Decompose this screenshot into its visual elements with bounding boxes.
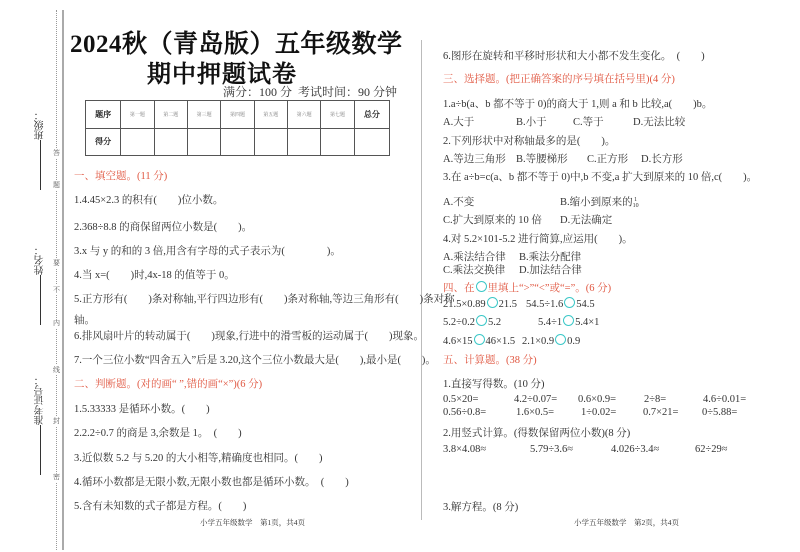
exam-time: 考试时间：90 分钟 (298, 85, 398, 99)
fraction-numerator: 1 (634, 196, 638, 203)
full-score: 满分：100 分 (223, 85, 293, 99)
question: 6.排风扇叶片的转动属于( )现象,行进中的滑雪板的运动属于( )现象。 (74, 331, 424, 342)
score-cell[interactable] (221, 128, 254, 156)
page-divider (421, 40, 422, 520)
option: D.无法比较 (633, 117, 686, 128)
question: 1.5.33333 是循环小数。( ) (74, 404, 210, 415)
expr-right: 46×1.5 (485, 336, 516, 347)
section-4-heading (443, 280, 611, 295)
question: 2.用竖式计算。(得数保留两位小数)(8 分) (443, 428, 631, 439)
compare-item (443, 297, 517, 310)
expr-left: 4.6×15 (443, 336, 473, 347)
compare-circle[interactable] (563, 315, 574, 326)
score-table-cell: 第二题 (154, 101, 187, 129)
seal-char: 不 (53, 286, 60, 294)
question: 3.在 a÷b=c(a、b 都不等于 0)中,b 不变,a 扩大到原来的 10 倍,c( )。 (443, 172, 758, 183)
score-row-label: 得分 (86, 128, 121, 156)
compare-circle[interactable] (487, 297, 498, 308)
calc-item: 0.7×21= (643, 407, 679, 418)
score-table-cell: 第五题 (254, 101, 287, 129)
question: 3.x 与 y 的和的 3 倍,用含有字母的式子表示为( )。 (74, 246, 341, 257)
seal-solid-line (62, 10, 64, 550)
expr-left: 5.4÷1 (538, 317, 563, 328)
option: D.无法确定 (560, 215, 613, 226)
class-blank[interactable] (41, 140, 42, 190)
compare-item (526, 297, 595, 310)
option: A.不变 (443, 197, 475, 208)
calc-item: 4.026÷3.4≈ (611, 444, 660, 455)
question: 1.直接写得数。(10 分) (443, 379, 545, 390)
title-line-1: 2024秋（青岛版）五年级数学 (70, 31, 403, 58)
heading-text: 里填上“>”“<”或“=”。(6 分) (487, 283, 612, 294)
compare-circle[interactable] (564, 297, 575, 308)
compare-item (443, 315, 501, 328)
option-text: B.缩小到原来的 (560, 197, 633, 208)
seal-char: 内 (53, 319, 60, 327)
option: C.正方形 (587, 154, 629, 165)
class-label: 班级： (35, 110, 46, 140)
score-cell[interactable] (287, 128, 320, 156)
name-field[interactable] (33, 245, 48, 329)
score-table-cell: 第四题 (221, 101, 254, 129)
question: 5.含有未知数的式子都是方程。( ) (74, 501, 247, 512)
seal-char: 封 (53, 417, 60, 425)
score-cell[interactable] (121, 128, 154, 156)
question: 2.下列形状中对称轴最多的是( )。 (443, 136, 616, 147)
fraction-denominator: 10 (632, 202, 639, 209)
compare-item (443, 334, 515, 347)
option: B.小于 (516, 117, 547, 128)
heading-text: 四、在 (443, 283, 475, 294)
calc-item: 62÷29≈ (695, 444, 728, 455)
option: D.加法结合律 (519, 265, 582, 276)
class-field[interactable] (33, 110, 48, 194)
question: 1.a÷b(a、b 都不等于 0)的商大于 1,则 a 和 b 比较,a( )b。 (443, 99, 713, 110)
section-5-heading: 五、计算题。(38 分) (443, 355, 537, 366)
seal-char: 答 (53, 149, 60, 157)
title-line-2: 期中押题试卷 (147, 62, 297, 88)
page-footer: 小学五年级数学 第2页，共4页 (574, 518, 679, 527)
calc-item: 4.6÷0.01= (703, 394, 747, 405)
option: C.乘法交换律 (443, 265, 506, 276)
exam-id-label: 准考证号： (35, 375, 46, 425)
expr-right: 54.5 (576, 299, 595, 310)
question: 4.对 5.2×101-5.2 进行简算,应运用( )。 (443, 234, 633, 245)
question: 2.368÷8.8 的商保留两位小数是( )。 (74, 222, 253, 233)
compare-circle[interactable] (476, 315, 487, 326)
score-cell[interactable] (187, 128, 220, 156)
question-continued: 轴。 (74, 315, 95, 326)
calc-item: 1÷0.02= (581, 407, 617, 418)
score-table-cell: 题序 (86, 101, 121, 129)
score-table-cell: 第七题 (321, 101, 354, 129)
compare-item (522, 334, 580, 347)
score-cell[interactable] (321, 128, 354, 156)
name-blank[interactable] (41, 275, 42, 325)
question: 2.2.2÷0.7 的商是 3,余数是 1。 ( ) (74, 428, 242, 439)
score-cell[interactable] (254, 128, 287, 156)
option: A.乘法结合律 (443, 252, 506, 263)
exam-id-field[interactable] (33, 375, 48, 479)
option: A.等边三角形 (443, 154, 506, 165)
section-1-heading: 一、填空题。(11 分) (74, 171, 168, 182)
calc-item: 0÷5.88= (702, 407, 738, 418)
seal-char: 要 (53, 259, 60, 267)
compare-circle[interactable] (555, 334, 566, 345)
compare-item (538, 315, 599, 328)
seal-char: 题 (53, 181, 60, 189)
calc-item: 3.8×4.08≈ (443, 444, 487, 455)
seal-char: 密 (53, 473, 60, 481)
expr-left: 5.2÷0.2 (443, 317, 476, 328)
option: A.大于 (443, 117, 475, 128)
score-table-cell: 第一题 (121, 101, 154, 129)
expr-right: 5.2 (488, 317, 502, 328)
score-table-score-row (86, 128, 390, 156)
option: D.长方形 (641, 154, 683, 165)
question: 4.循环小数都是无限小数,无限小数也都是循环小数。 ( ) (74, 477, 349, 488)
question: 5.正方形有( )条对称轴,平行四边形有( )条对称轴,等边三角形有( )条对称 (74, 294, 455, 305)
calc-item: 0.5×20= (443, 394, 479, 405)
expr-right: 0.9 (567, 336, 581, 347)
question: 4.当 x=( )时,4x-18 的值等于 0。 (74, 270, 235, 281)
question: 7.一个三位小数“四舍五入”后是 3.20,这个三位小数最大是( ),最小是( )。 (74, 355, 436, 366)
expr-left: 21.5×0.89 (443, 299, 486, 310)
fraction (633, 197, 639, 209)
expr-right: 21.5 (498, 299, 518, 310)
compare-circle[interactable] (474, 334, 485, 345)
seal-char: 线 (53, 366, 60, 374)
option: B.等腰梯形 (516, 154, 568, 165)
calc-item: 1.6×0.5= (516, 407, 555, 418)
score-table-cell: 第六题 (287, 101, 320, 129)
expr-left: 54.5÷1.6 (526, 299, 564, 310)
option: C.等于 (573, 117, 604, 128)
page-footer: 小学五年级数学 第1页，共4页 (200, 518, 305, 527)
exam-id-blank[interactable] (41, 425, 42, 475)
score-table-header-row (86, 101, 390, 129)
circle-icon (476, 281, 487, 292)
question: 3.近似数 5.2 与 5.20 的大小相等,精确度也相同。( ) (74, 453, 323, 464)
calc-item: 2÷8= (644, 394, 667, 405)
name-label: 姓名： (35, 245, 46, 275)
seal-dotted-line (56, 10, 57, 550)
question: 1.4.45×2.3 的积有( )位小数。 (74, 195, 224, 206)
score-table (85, 100, 390, 156)
option: B.乘法分配律 (519, 252, 582, 263)
score-table-cell: 第三题 (187, 101, 220, 129)
expr-right: 5.4×1 (575, 317, 600, 328)
calc-item: 4.2÷0.07= (514, 394, 558, 405)
question: 3.解方程。(8 分) (443, 502, 519, 513)
expr-left: 2.1×0.9 (522, 336, 555, 347)
score-cell[interactable] (354, 128, 389, 156)
calc-item: 0.56÷0.8= (443, 407, 487, 418)
question: 6.图形在旋转和平移时形状和大小都不发生变化。 ( ) (443, 51, 705, 62)
option: C.扩大到原来的 10 倍 (443, 215, 542, 226)
score-cell[interactable] (154, 128, 187, 156)
section-2-heading: 二、判断题。(对的画“ ”,错的画“×”)(6 分) (74, 379, 263, 390)
calc-item: 0.6×0.9= (578, 394, 617, 405)
section-3-heading: 三、选择题。(把正确答案的序号填在括号里)(4 分) (443, 74, 675, 85)
calc-item: 5.79÷3.6≈ (530, 444, 574, 455)
option (560, 194, 639, 209)
score-table-cell: 总分 (354, 101, 389, 129)
